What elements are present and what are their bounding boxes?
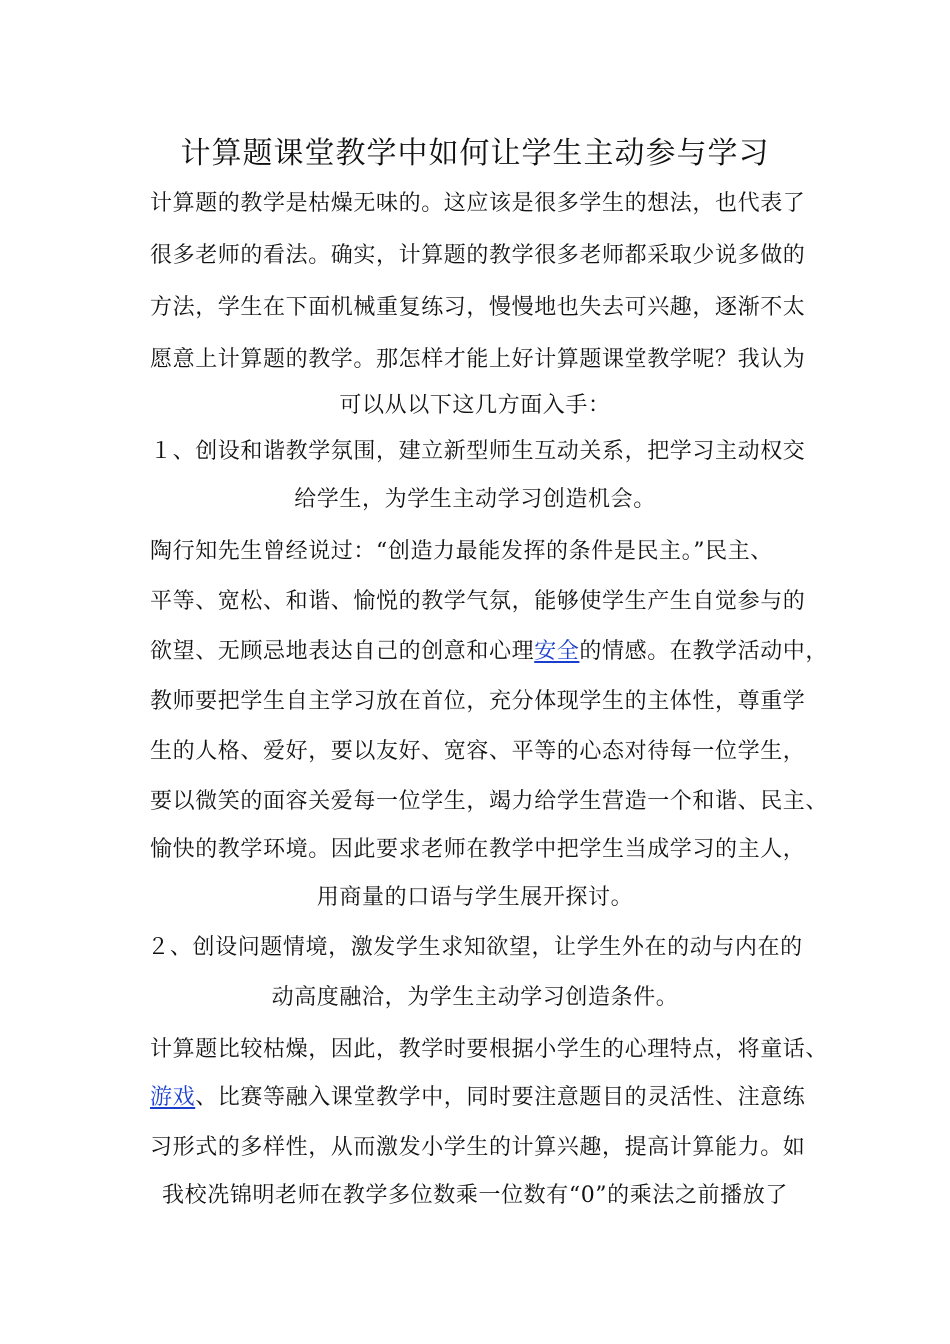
intro-line-2: 很多老师的看法。确实，计算题的教学很多老师都采取少说多做的 [150, 243, 806, 268]
section1-line-3-after: 的情感。在教学活动中， [579, 639, 829, 664]
safety-link[interactable]: 安全 [534, 639, 580, 664]
section1-line-3 [150, 626, 830, 678]
section2-line-2 [150, 1072, 830, 1124]
section2-line-1: 计算题比较枯燥，因此，教学时要根据小学生的心理特点，将童话、 [150, 1037, 829, 1062]
intro-line-1: 计算题的教学是枯燥无味的。这应该是很多学生的想法，也代表了 [150, 191, 806, 216]
section1-heading-line-1: １、创设和谐教学氛围，建立新型师生互动关系，把学习主动权交 [150, 439, 806, 464]
section1-line-1: 陶行知先生曾经说过：“创造力最能发挥的条件是民主。”民主、 [150, 539, 773, 564]
section1-line-8: 用商量的口语与学生展开探讨。 [316, 885, 634, 910]
document-title: 计算题课堂教学中如何让学生主动参与学习 [180, 136, 770, 171]
section2-heading-line-2: 动高度融洽，为学生主动学习创造条件。 [271, 985, 679, 1010]
section1-heading-line-2: 给学生，为学生主动学习创造机会。 [294, 487, 656, 512]
section1-line-5: 生的人格、爱好，要以友好、宽容、平等的心态对待每一位学生， [150, 739, 806, 764]
section2-line-4: 我校冼锦明老师在教学多位数乘一位数有“0”的乘法之前播放了 [162, 1183, 788, 1208]
section1-line-3-before: 欲望、无顾忌地表达自己的创意和心理 [150, 639, 535, 664]
section1-line-2: 平等、宽松、和谐、愉悦的教学气氛，能够使学生产生自觉参与的 [150, 589, 806, 614]
section2-line-3: 习形式的多样性，从而激发小学生的计算兴趣，提高计算能力。如 [150, 1135, 806, 1160]
section2-line-2-after: 、比赛等融入课堂教学中，同时要注意题目的灵活性、注意练 [195, 1085, 806, 1110]
section1-line-6: 要以微笑的面容关爱每一位学生，竭力给学生营造一个和谐、民主、 [150, 789, 829, 814]
section2-heading-line-1: ２、创设问题情境，激发学生求知欲望，让学生外在的动与内在的 [147, 935, 803, 960]
section1-line-4: 教师要把学生自主学习放在首位，充分体现学生的主体性，尊重学 [150, 689, 806, 714]
section1-line-7: 愉快的教学环境。因此要求老师在教学中把学生当成学习的主人， [150, 837, 806, 862]
intro-line-5: 可以从以下这几方面入手： [339, 393, 611, 418]
games-link[interactable]: 游戏 [150, 1085, 196, 1110]
intro-line-3: 方法，学生在下面机械重复练习，慢慢地也失去可兴趣，逐渐不太 [150, 295, 806, 320]
intro-line-4: 愿意上计算题的教学。那怎样才能上好计算题课堂教学呢？我认为 [150, 347, 806, 372]
